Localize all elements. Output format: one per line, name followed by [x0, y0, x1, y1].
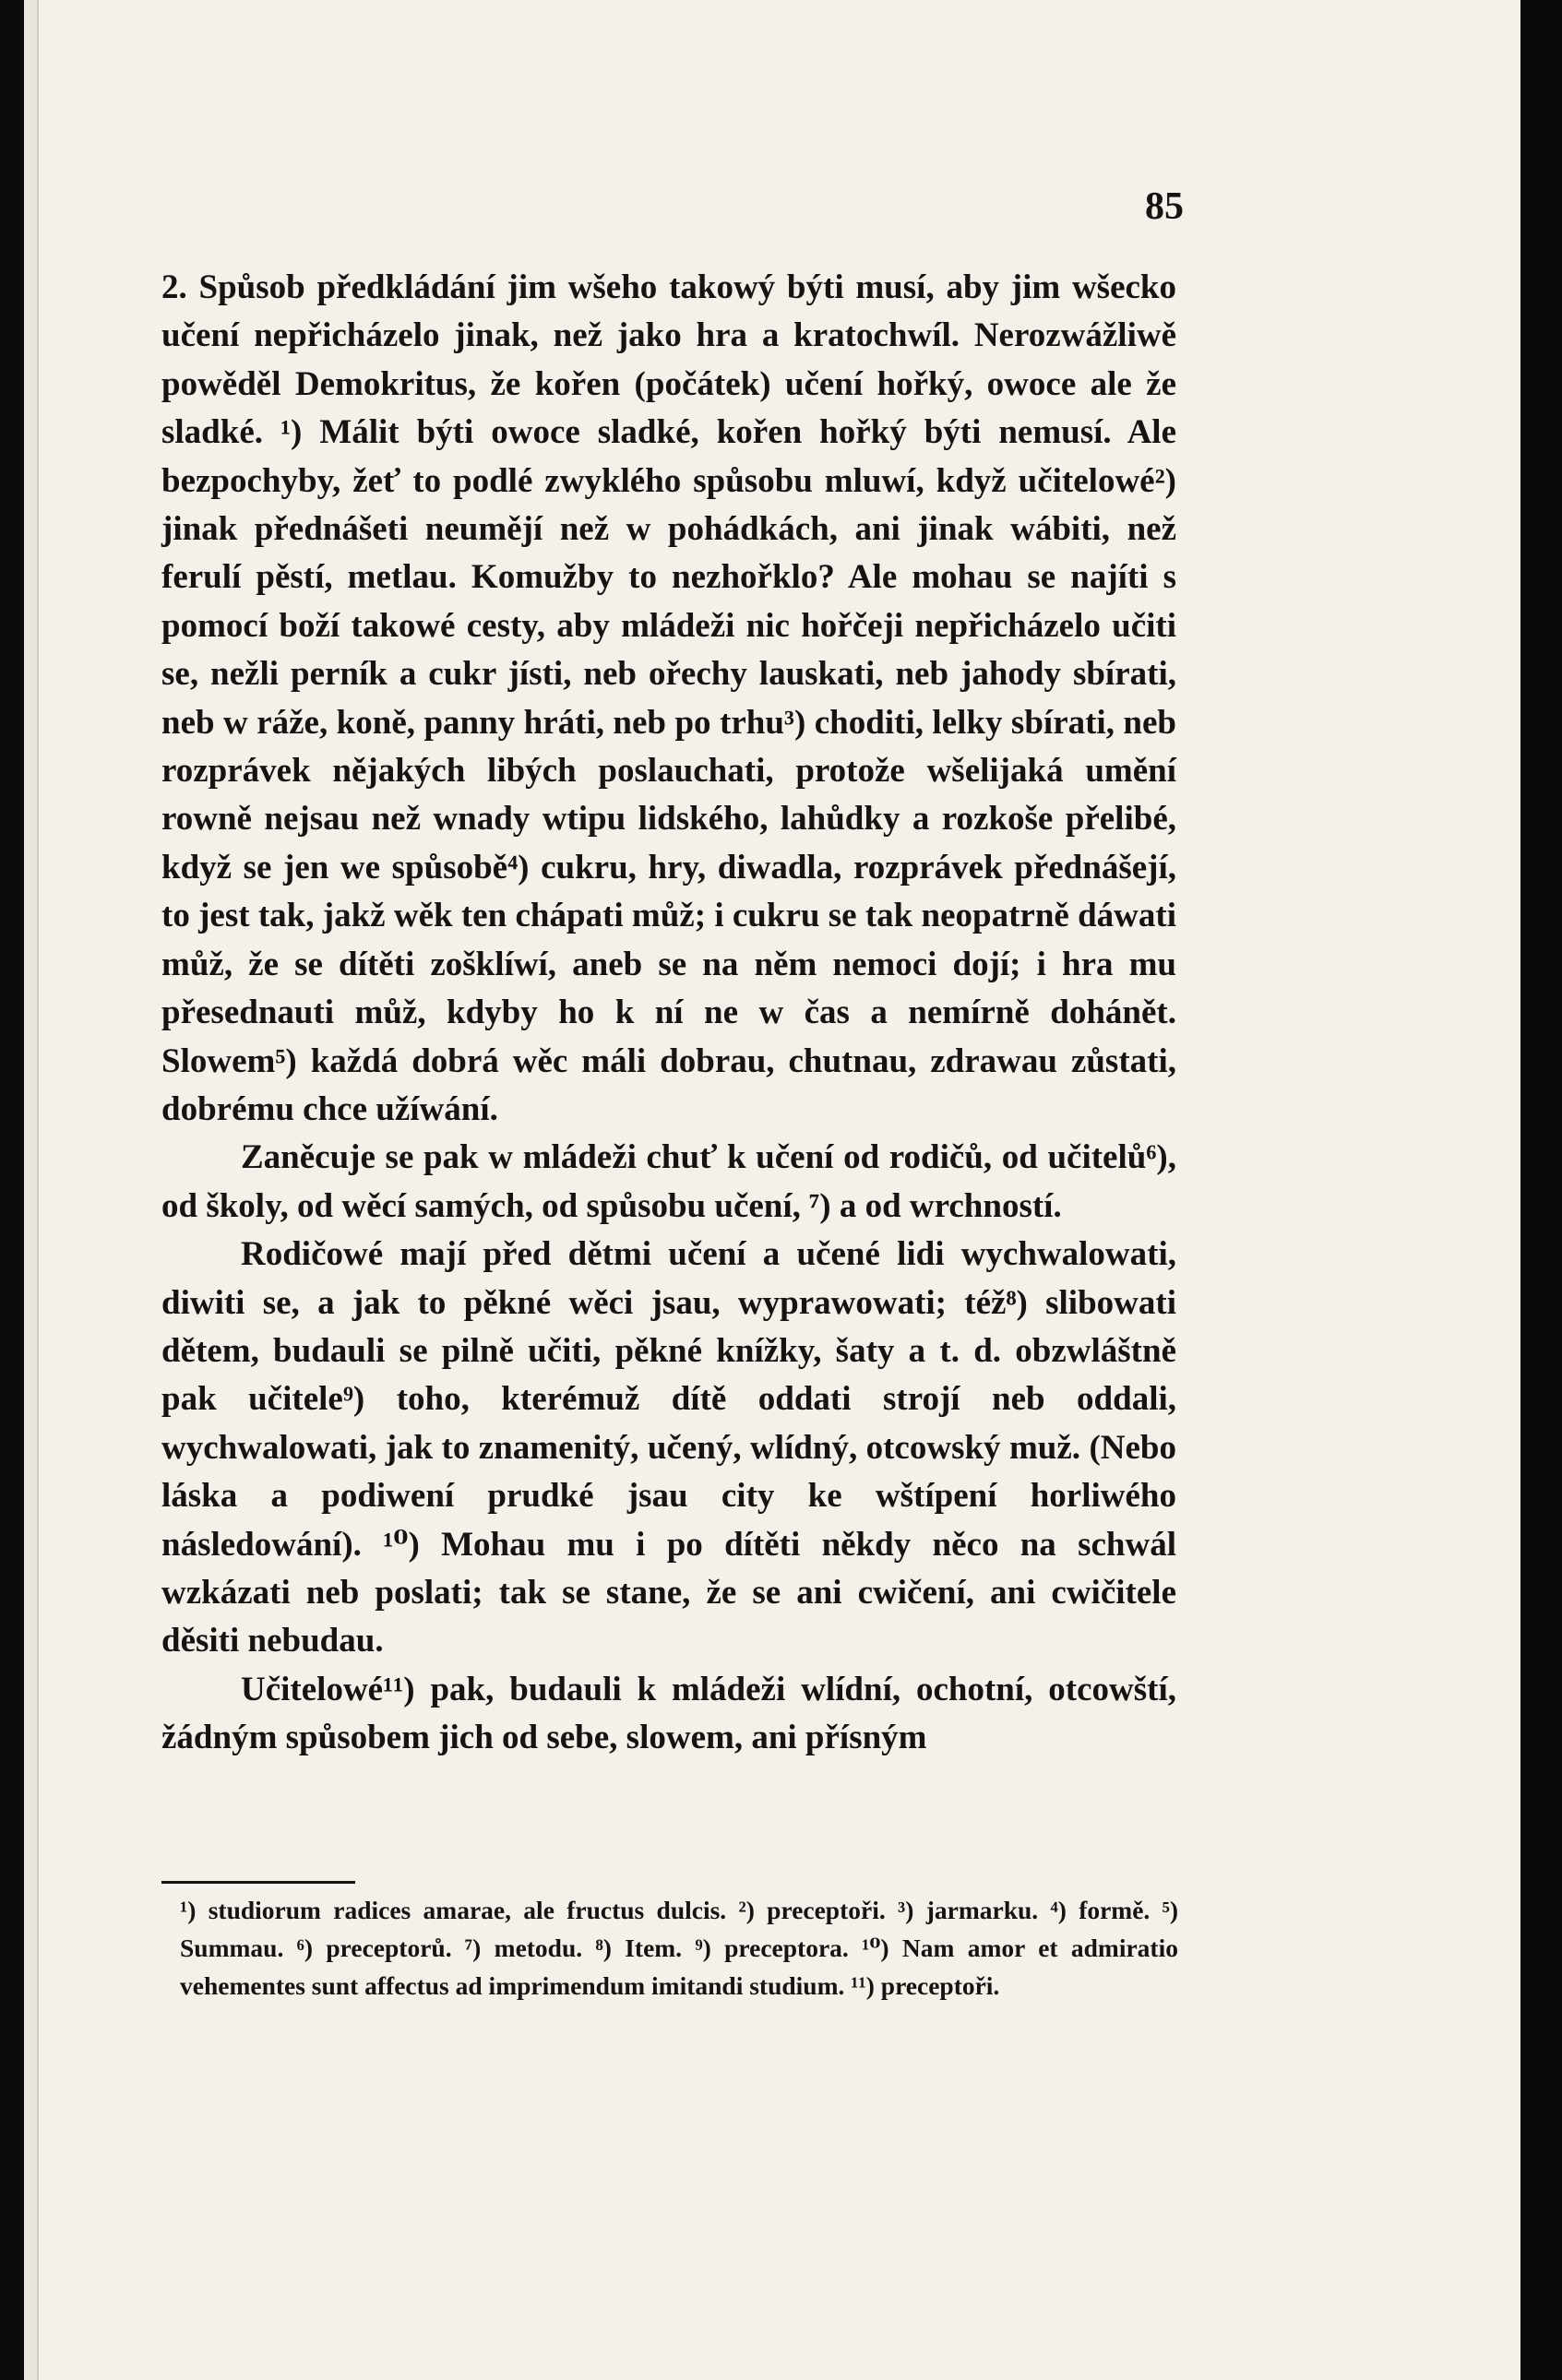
- page-number: 85: [1145, 185, 1184, 228]
- main-text: [161, 264, 1176, 1763]
- paragraph-3: Rodičowé mají před dětmi učení a učené lidi wychwalowati, diwiti se, a jak to pěkné wěci jsau, wyprawowati; též⁸) slibowati dětem, budauli se pilně učiti, pěkné knížky, šaty a t. d. obzwláštně pak učitele⁹) toho, kterémuž dítě oddati strojí neb oddali, wychwalowati, jak to znamenitý, učený, wlídný, otcowský muž. (Nebo láska a podiwení prudké jsau city ke wštípení horliwého následowání). ¹⁰) Mohau mu i po dítěti někdy něco na schwál wzkázati neb poslati; tak se stane, že se ani cwičení, ani cwičitele děsiti nebudau.: [161, 1235, 1176, 1660]
- footnote-divider: [161, 1881, 355, 1884]
- left-scan-border: [0, 0, 24, 2380]
- paragraph-1: 2. Spůsob předkládání jim wšeho takowý býti musí, aby jim wšecko učení nepřicházelo jinak, než jako hra a kratochwíl. Nerozwážliwě powěděl Demokritus, že kořen (počátek) učení hořký, owoce ale že sladké. ¹) Málit býti owoce sladké, kořen hořký býti nemusí. Ale bezpochyby, žeť to podlé zwyklého spůsobu mluwí, když učitelowé²) jinak přednášeti neumějí než w pohádkách, ani jinak wábiti, než ferulí pěstí, metlau. Komužby to nezhořklo? Ale mohau se najíti s pomocí boží takowé cesty, aby mládeži nic hořčeji nepřicházelo učiti se, nežli perník a cukr jísti, neb ořechy lauskati, neb jahody sbírati, neb w ráže, koně, panny hráti, neb po trhu³) choditi, lelky sbírati, neb rozprávek nějakých libých poslauchati, protože wšelijaká umění rowně nejsau než wnady wtipu lidského, lahůdky a rozkoše přelibé, když se jen we spůsobě⁴) cukru, hry, diwadla, rozprávek přednášejí, to jest tak, jakž wěk ten chápati můž; i cukru se tak neopatrně dáwati můž, že se dítěti zošklíwí, aneb se na něm nemoci dojí; i hra mu přesednauti můž, kdyby ho k ní ne w čas a nemírně dohánět. Slowem⁵) každá dobrá wěc máli dobrau, chutnau, zdrawau zůstati, dobrému chce užíwání.: [161, 268, 1176, 1128]
- footnote-text: ¹) studiorum radices amarae, ale fructus dulcis. ²) preceptoři. ³) jarmarku. ⁴) formě. ⁵) Summau. ⁶) preceptorů. ⁷) metodu. ⁸) Item. ⁹) preceptora. ¹⁰) Nam amor et admiratio vehementes sunt affectus ad imprimendum imitandi studium. ¹¹) preceptoři.: [180, 1896, 1178, 2000]
- footnotes: [180, 1891, 1178, 2005]
- paragraph-4: Učitelowé¹¹) pak, budauli k mládeži wlídní, ochotní, otcowští, žádným spůsobem jich od sebe, slowem, ani přísným: [161, 1670, 1176, 1757]
- paragraph-2: Zaněcuje se pak w mládeži chuť k učení od rodičů, od učitelů⁶), od školy, od wěcí samých, od spůsobu učení, ⁷) a od wrchností.: [161, 1138, 1176, 1225]
- facing-page-edge: [24, 0, 39, 2380]
- right-scan-border: [1520, 0, 1562, 2380]
